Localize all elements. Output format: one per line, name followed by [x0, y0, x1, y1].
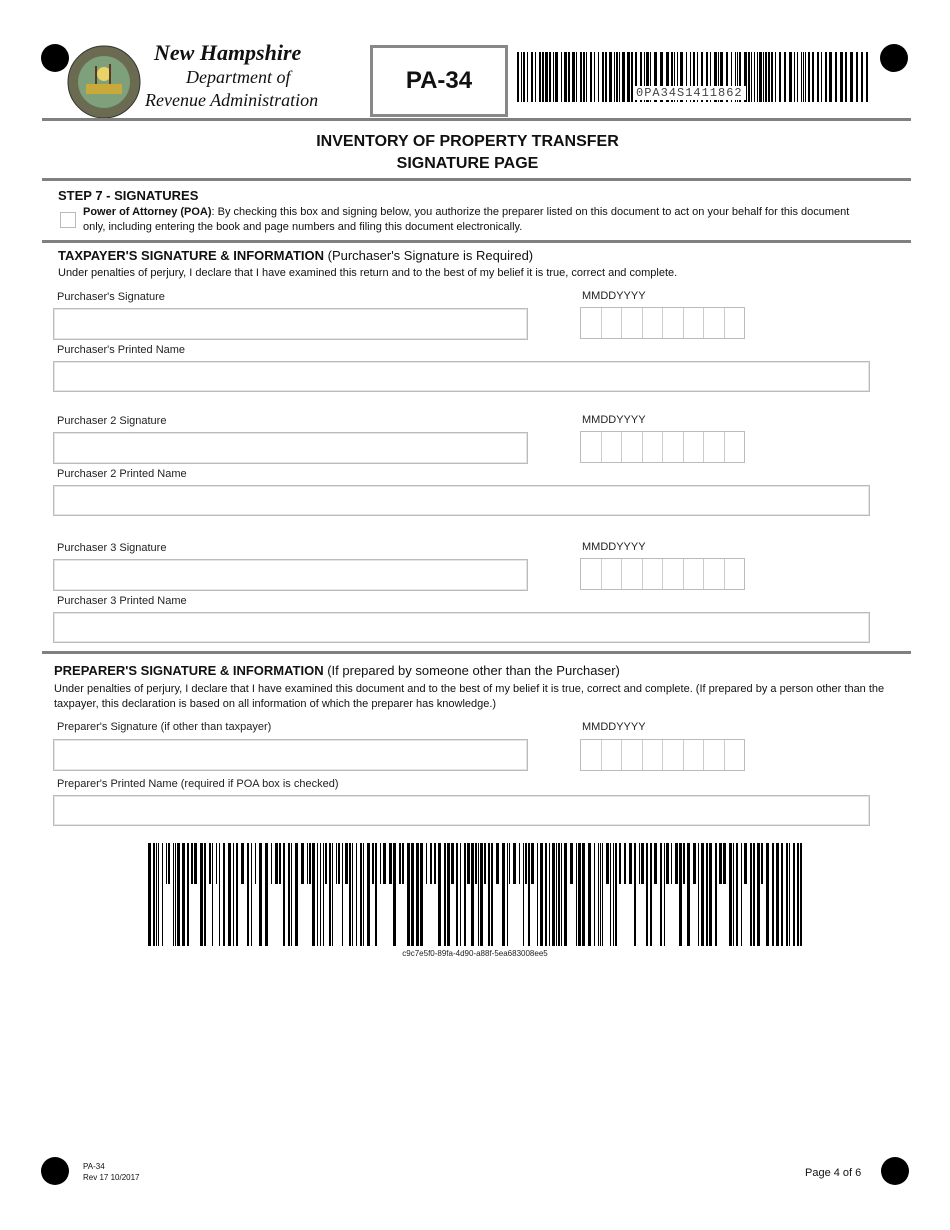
poa-checkbox[interactable]: [60, 212, 76, 228]
agency-dept: Department of: [186, 67, 291, 87]
preparer-declaration: Under penalties of perjury, I declare that I have examined this document and to the best of my belief it is true, correct and complete. (If prepared by a person other than the taxpayer, this declaration is based on all information of which the preparer has knowledge.): [54, 683, 885, 710]
preparer-date-field[interactable]: [580, 739, 745, 771]
title-line-1: INVENTORY OF PROPERTY TRANSFER: [316, 133, 619, 150]
purchaser-printed-name-label: Purchaser's Printed Name: [57, 344, 186, 356]
taxpayer-heading-bold: TAXPAYER'S SIGNATURE & INFORMATION: [58, 248, 324, 263]
preparer-heading: [54, 663, 620, 678]
purchaser-printed-name-label: Purchaser 3 Printed Name: [57, 595, 187, 607]
purchaser-signature-field[interactable]: [53, 559, 528, 591]
purchaser-signature-field[interactable]: [53, 432, 528, 464]
bottom-barcode-text: c9c7e5f0-89fa-4d90-a88f-5ea683008ee5: [402, 949, 548, 958]
preparer-name-label: Preparer's Printed Name (required if POA box is checked): [57, 778, 339, 790]
purchaser-date-field[interactable]: [580, 431, 745, 463]
agency-division: Revenue Administration: [145, 90, 319, 110]
purchaser-printed-name-field[interactable]: [53, 361, 870, 392]
taxpayer-heading-note: (Purchaser's Signature is Required): [324, 248, 534, 263]
header-barcode-text: 0PA34S1411862: [633, 86, 746, 100]
taxpayer-heading: [58, 248, 533, 263]
registration-mark: [880, 44, 908, 72]
step7-heading: STEP 7 - SIGNATURES: [58, 188, 199, 203]
preparer-name-field[interactable]: [53, 795, 870, 826]
purchaser-signature-field[interactable]: [53, 308, 528, 340]
footer-form-id: PA-34: [83, 1162, 105, 1171]
purchaser-date-label: MMDDYYYY: [582, 290, 646, 302]
registration-mark: [41, 44, 69, 72]
purchaser-date-field[interactable]: [580, 558, 745, 590]
bottom-barcode: [148, 843, 806, 946]
page-number: Page 4 of 6: [805, 1167, 862, 1179]
purchaser-printed-name-field[interactable]: [53, 612, 870, 643]
purchaser-printed-name-field[interactable]: [53, 485, 870, 516]
registration-mark: [881, 1157, 909, 1185]
divider: [42, 651, 911, 654]
preparer-signature-label: Preparer's Signature (if other than taxpayer): [57, 721, 272, 733]
poa-description: : By checking this box and signing below, you authorize the preparer listed on this document to act on your behalf for this document only, including entering the book and page numbers and filing this document electronically.: [83, 206, 850, 233]
purchaser-date-field[interactable]: [580, 307, 745, 339]
purchaser-printed-name-label: Purchaser 2 Printed Name: [57, 468, 187, 480]
purchaser-signature-label: Purchaser's Signature: [57, 291, 165, 303]
divider: [42, 118, 911, 121]
footer-revision: Rev 17 10/2017: [83, 1173, 140, 1182]
registration-mark: [41, 1157, 69, 1185]
taxpayer-declaration: Under penalties of perjury, I declare that I have examined this return and to the best of my belief it is true, correct and complete.: [58, 267, 678, 279]
page-title: [0, 131, 935, 175]
preparer-date-label: MMDDYYYY: [582, 721, 646, 733]
purchaser-signature-label: Purchaser 2 Signature: [57, 415, 167, 427]
agency-name: New Hampshire: [154, 40, 302, 65]
purchaser-date-label: MMDDYYYY: [582, 414, 646, 426]
preparer-heading-note: (If prepared by someone other than the Purchaser): [323, 663, 620, 678]
state-seal-logo: [66, 44, 142, 120]
divider: [42, 240, 911, 243]
footer-form-info: [83, 1161, 140, 1183]
poa-text: [83, 205, 873, 235]
divider: [42, 178, 911, 181]
preparer-heading-bold: PREPARER'S SIGNATURE & INFORMATION: [54, 663, 324, 678]
purchaser-signature-label: Purchaser 3 Signature: [57, 542, 167, 554]
preparer-signature-field[interactable]: [53, 739, 528, 771]
title-line-2: SIGNATURE PAGE: [396, 155, 539, 172]
purchaser-date-label: MMDDYYYY: [582, 541, 646, 553]
poa-label: Power of Attorney (POA): [83, 206, 212, 218]
form-id-box: PA-34: [370, 45, 508, 117]
